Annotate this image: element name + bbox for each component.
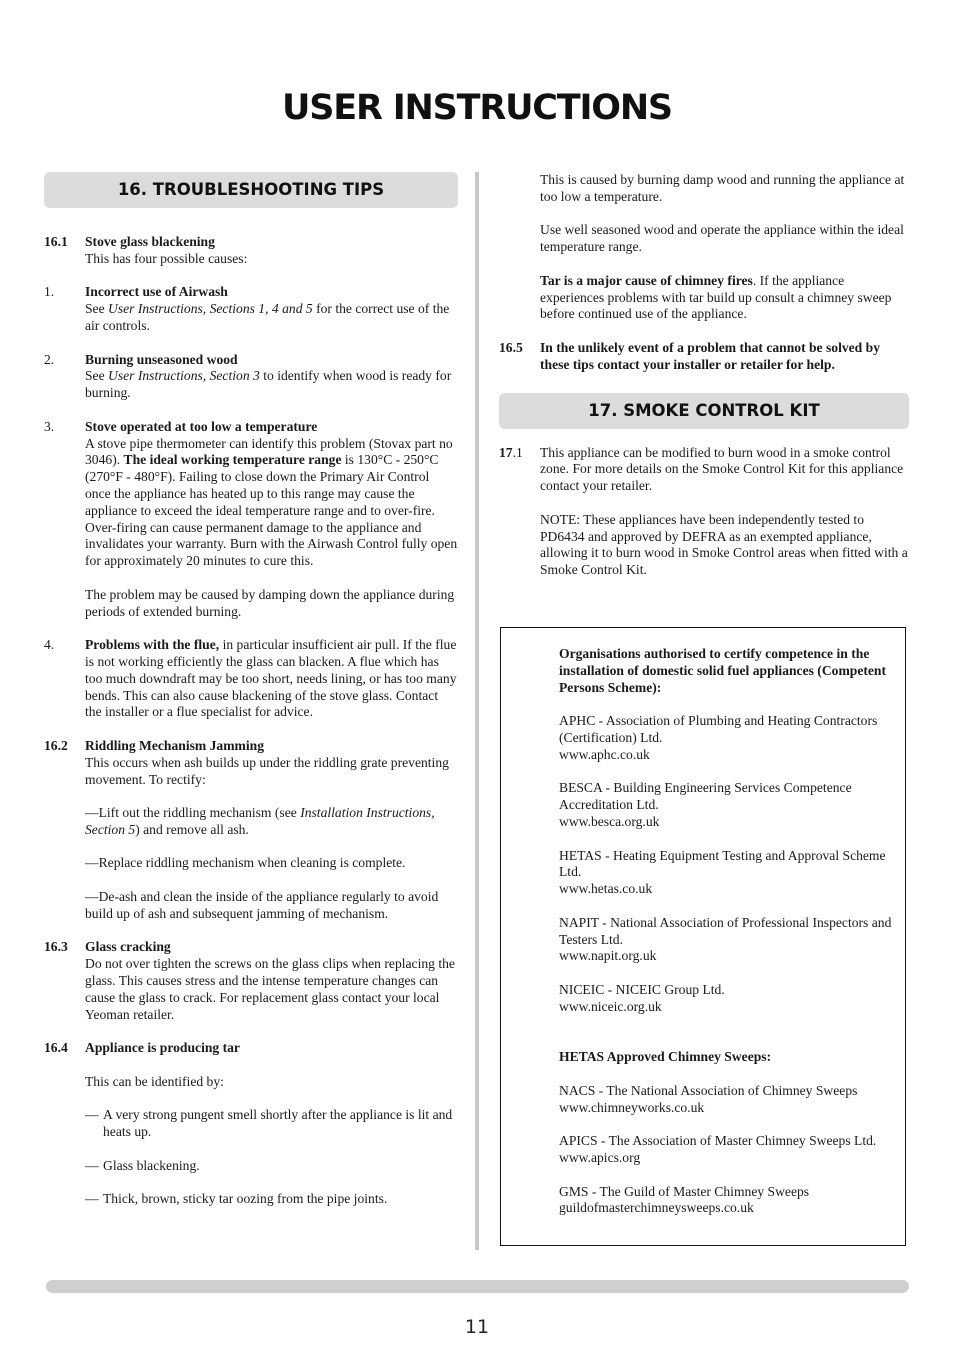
sweep-entry	[559, 1184, 897, 1218]
item-number: 16.2	[44, 737, 68, 753]
cause-text: See User Instructions, Section 3 to identify when wood is ready for burning.	[85, 368, 452, 401]
cause-title: Burning unseasoned wood	[85, 351, 238, 367]
item-16-3	[44, 939, 458, 1023]
symptom-3: — Thick, brown, sticky tar oozing from the pipe joints.	[85, 1191, 388, 1207]
cause-text-2: The problem may be caused by damping down the appliance during periods of extended burning.	[85, 586, 455, 619]
org-url: www.aphc.co.uk	[559, 746, 650, 762]
cause-number: 1.	[44, 284, 55, 300]
step-3: —De-ash and clean the inside of the appliance regularly to avoid build up of ash and subsequent jamming of mechanism.	[85, 889, 439, 921]
cross-reference: User Instructions, Sections 1, 4 and 5	[108, 301, 313, 317]
item-16-5	[499, 340, 909, 374]
item-text: This is caused by burning damp wood and running the appliance at too low a temperature.	[540, 172, 905, 204]
sweeps-heading: HETAS Approved Chimney Sweeps:	[559, 1049, 772, 1065]
section-17-heading: 17. SMOKE CONTROL KIT	[499, 393, 909, 429]
item-text: Tar is a major cause of chimney fires. If the appliance experiences problems with tar build up consult a chimney sweep before continued use of the appliance.	[540, 272, 892, 322]
item-number: 16.5	[499, 339, 523, 355]
item-16-1	[44, 234, 458, 268]
org-entry	[559, 713, 897, 763]
item-text: Use well seasoned wood and operate the appliance within the ideal temperature range.	[540, 222, 904, 255]
cause-title: Incorrect use of Airwash	[85, 284, 228, 300]
item-text: Do not over tighten the screws on the glass clips when replacing the glass. This causes stress and the intense temperature changes can cause the glass to crack. For replacement glass contact your local Yeoman retailer.	[85, 956, 455, 1022]
sweep-name: GMS - The Guild of Master Chimney Sweeps	[559, 1183, 810, 1199]
item-number: 17.1	[499, 444, 523, 460]
org-entry	[559, 780, 897, 830]
step-1: —Lift out the riddling mechanism (see Installation Instructions, Section 5) and remove all ash.	[85, 805, 435, 837]
item-text: This occurs when ash builds up under the riddling grate preventing movement. To rectify:	[85, 754, 449, 787]
item-title: Stove glass blackening	[85, 234, 215, 249]
cause-4	[44, 637, 458, 721]
org-entry	[559, 848, 897, 898]
item-title: Riddling Mechanism Jamming	[85, 737, 265, 753]
cause-number: 3.	[44, 418, 55, 434]
cause-text: Problems with the flue, in particular insufficient air pull. If the flue is not working efficiently the glass can blacken. A flue which has too much downdraft may be too short, needs lining, or has too many bends. This can also cause blackening of the stove glass. Contact the installer or a flue specialist for advice.	[85, 637, 457, 720]
item-number: 16.1	[44, 234, 68, 249]
cross-reference: User Instructions, Section 3	[108, 368, 260, 384]
cause-1	[44, 284, 458, 334]
symptom-2: — Glass blackening.	[85, 1157, 200, 1173]
item-text: This has four possible causes:	[85, 250, 248, 266]
item-title: Appliance is producing tar	[85, 1040, 240, 1056]
org-name: APHC - Association of Plumbing and Heating Contractors (Certification) Ltd.	[559, 713, 878, 745]
symptom-1: — A very strong pungent smell shortly after the appliance is lit and heats up.	[85, 1107, 453, 1140]
right-column	[499, 172, 909, 579]
sweep-entry	[559, 1133, 897, 1167]
org-entry	[559, 915, 897, 965]
org-entry	[559, 982, 897, 1016]
org-name: NAPIT - National Association of Professional Inspectors and Testers Ltd.	[559, 914, 892, 947]
org-url: www.hetas.co.uk	[559, 881, 653, 897]
item-text: In the unlikely event of a problem that cannot be solved by these tips contact your installer or retailer for help.	[540, 339, 880, 372]
item-16-4-continued	[499, 172, 909, 323]
sweep-name: NACS - The National Association of Chimney Sweeps	[559, 1082, 858, 1098]
organisations-box	[500, 627, 906, 1246]
cause-number: 4.	[44, 637, 55, 653]
sweep-url: guildofmasterchimneysweeps.co.uk	[559, 1200, 754, 1216]
org-url: www.niceic.org.uk	[559, 998, 662, 1014]
cause-number: 2.	[44, 351, 55, 367]
cause-title: Stove operated at too low a temperature	[85, 418, 318, 434]
cross-reference: Installation Instructions, Section 5	[85, 805, 435, 837]
sweep-url: www.chimneyworks.co.uk	[559, 1099, 705, 1115]
step-2: —Replace riddling mechanism when cleaning is complete.	[85, 855, 406, 871]
item-title: Glass cracking	[85, 939, 171, 955]
sweep-entry	[559, 1083, 897, 1117]
item-number: 16.3	[44, 939, 68, 955]
item-text: This can be identified by:	[85, 1073, 224, 1089]
page-title: USER INSTRUCTIONS	[282, 88, 672, 128]
org-name: HETAS - Heating Equipment Testing and Approval Scheme Ltd.	[559, 847, 886, 880]
item-note: NOTE: These appliances have been independently tested to PD6434 and approved by DEFRA as an exempted appliance, allowing it to burn wood in Smoke Control areas when fitted with a Smoke Control Kit.	[540, 511, 908, 578]
sweep-name: APICS - The Association of Master Chimney Sweeps Ltd.	[559, 1133, 877, 1149]
item-16-2	[44, 738, 458, 923]
item-16-4	[44, 1040, 458, 1208]
sweep-url: www.apics.org	[559, 1149, 641, 1165]
org-name: BESCA - Building Engineering Services Competence Accreditation Ltd.	[559, 780, 852, 813]
orgbox-heading: Organisations authorised to certify competence in the installation of domestic solid fuel appliances (Competent Persons Scheme):	[559, 646, 887, 695]
org-name: NICEIC - NICEIC Group Ltd.	[559, 981, 725, 997]
cause-2	[44, 352, 458, 402]
item-number: 16.4	[44, 1040, 68, 1056]
org-url: www.besca.org.uk	[559, 813, 660, 829]
section-16-heading: 16. TROUBLESHOOTING TIPS	[44, 172, 458, 208]
cause-text: A stove pipe thermometer can identify this problem (Stovax part no 3046). The ideal working temperature range is 130°C - 250°C (270°F - 480°F). Failing to close down the Primary Air Control once the appliance has heated up to this range may cause the appliance to exceed the ideal temperature range and to over-fire. Over-firing can cause permanent damage to the appliance and invalidates your warranty. Burn with the Airwash Control fully open for approximately 20 minutes to cure this.	[85, 435, 458, 569]
footer-bar	[46, 1280, 909, 1293]
cause-3	[44, 419, 458, 621]
left-column	[44, 172, 458, 1208]
org-url: www.napit.org.uk	[559, 948, 657, 964]
page-number: 11	[464, 1316, 490, 1338]
item-17-1	[499, 445, 909, 579]
column-divider	[475, 172, 479, 1250]
item-text: This appliance can be modified to burn wood in a smoke control zone. For more details on the Smoke Control Kit for this appliance contact your retailer.	[540, 444, 904, 494]
cause-text: See User Instructions, Sections 1, 4 and 5 for the correct use of the air controls.	[85, 301, 450, 333]
